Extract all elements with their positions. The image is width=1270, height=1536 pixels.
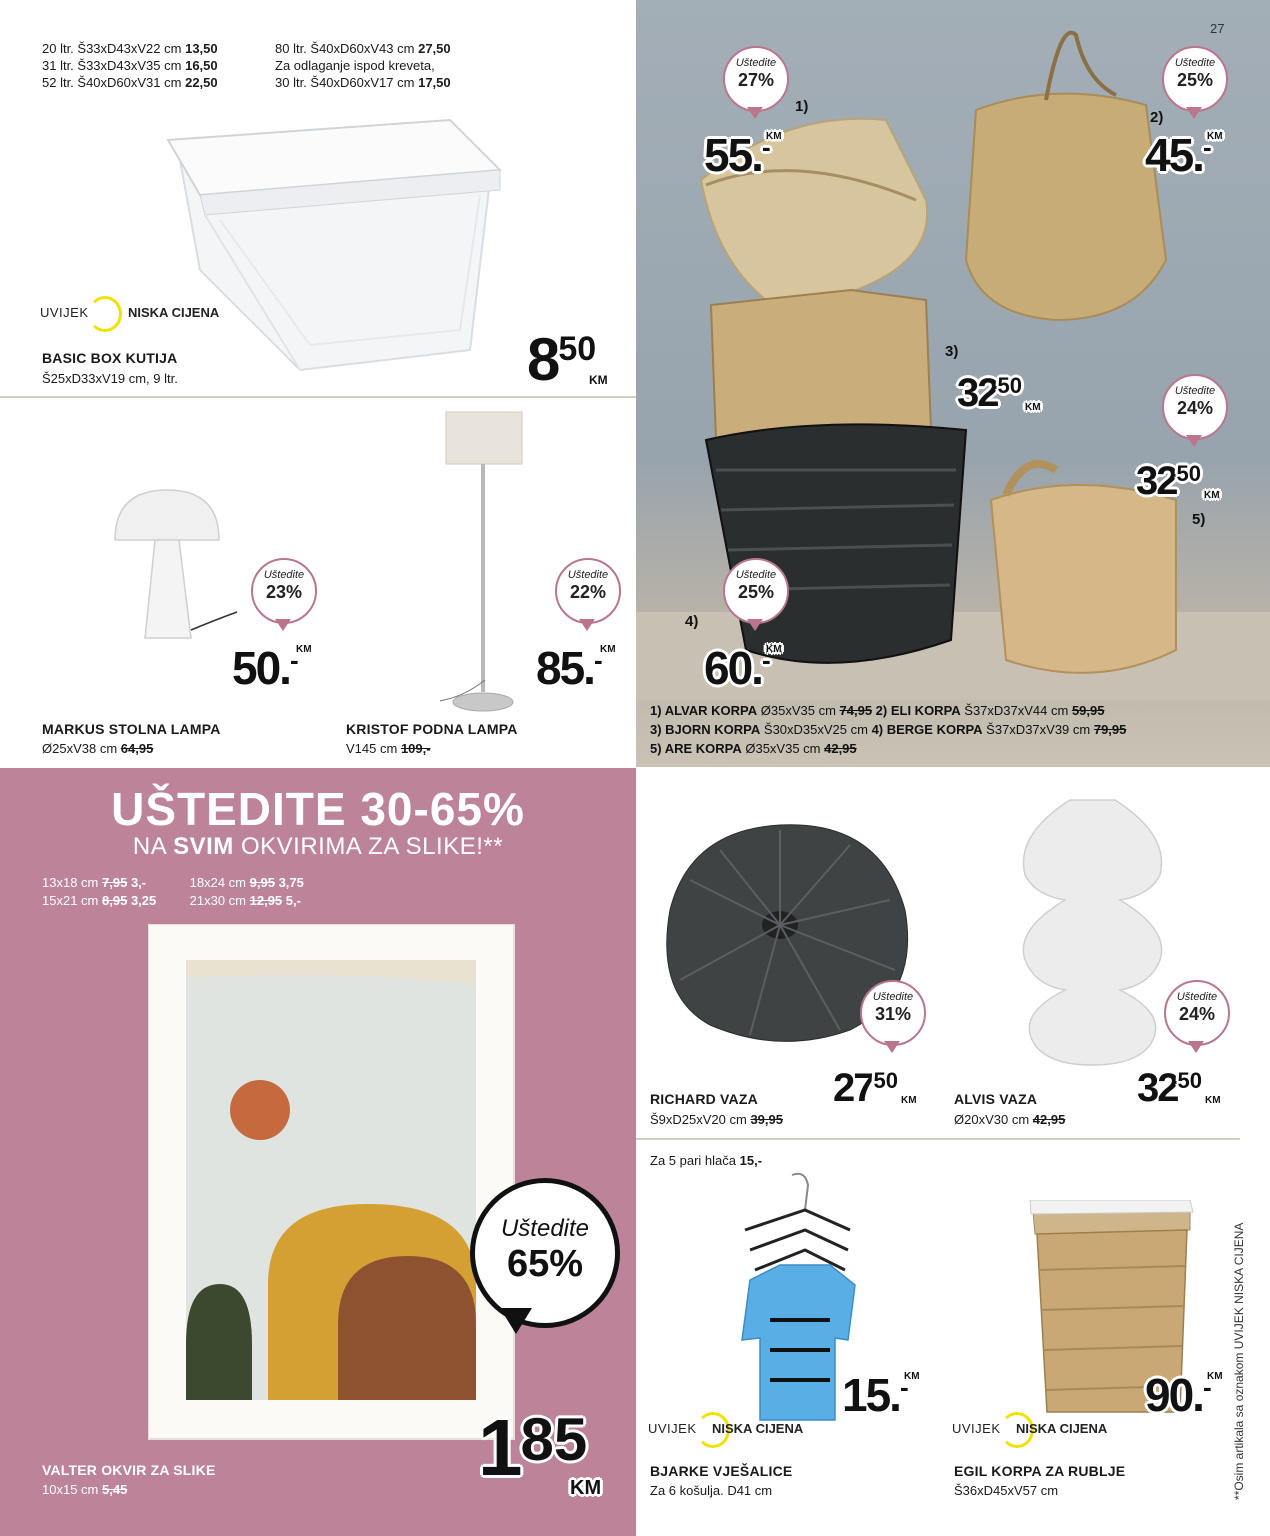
side-note: **Osim artikala sa oznakom UVIJEK NISKA CIJENA (1232, 1222, 1246, 1500)
caption-line: 3) BJORN KORPA Š30xD35xV25 cm 4) BERGE KORPA Š37xD37xV39 cm 79,95 (650, 722, 1127, 737)
discount-badge: Uštedite 27% (723, 46, 789, 112)
discount-badge: Uštedite 22% (555, 558, 621, 624)
basket-number: 3) (945, 343, 959, 360)
divider (636, 1138, 1240, 1140)
headline: UŠTEDITE 30-65% (111, 783, 525, 835)
size-line: 31 ltr. Š33xD43xV35 cm 16,50 (42, 58, 218, 73)
product-desc: Ø25xV38 cm 64,95 (42, 741, 154, 756)
picture-frame-image (148, 924, 518, 1444)
old-price: 109,- (400, 741, 431, 756)
always-low-price-logo: UVIJEK NISKA CIJENA (952, 1412, 1152, 1444)
discount-badge: Uštedite 24% (1164, 980, 1230, 1046)
divider (0, 396, 636, 398)
logo-ring-icon (88, 296, 122, 332)
product-title: VALTER OKVIR ZA SLIKE (42, 1462, 216, 1478)
price: 55.- KM (704, 129, 782, 181)
discount-badge: Uštedite 23% (251, 558, 317, 624)
product-title: KRISTOF PODNA LAMPA (346, 721, 518, 737)
baskets-caption (650, 701, 1265, 758)
product-title: RICHARD VAZA (650, 1091, 758, 1107)
always-low-price-logo: UVIJEK NISKA CIJENA (40, 296, 240, 328)
box-sizes-right (275, 40, 505, 91)
page-number: 27 (1210, 21, 1225, 36)
price: 3250 KM (957, 371, 1041, 415)
product-desc: Ø20xV30 cm 42,95 (954, 1112, 1066, 1127)
product-title: BASIC BOX KUTIJA (42, 350, 178, 366)
vase-white-image (1010, 795, 1175, 1070)
price: 90.- KM (1145, 1369, 1223, 1421)
product-title: BJARKE VJEŠALICE (650, 1463, 793, 1479)
subheadline: NA SVIM OKVIRIMA ZA SLIKE!** (132, 833, 504, 860)
product-desc: Za 6 košulja. D41 cm (650, 1483, 773, 1498)
frames-section (0, 768, 636, 1536)
product-desc: Š9xD25xV20 cm 39,95 (650, 1112, 783, 1127)
discount-badge: Uštedite 24% (1162, 374, 1228, 440)
product-desc: V145 cm 109,- (346, 741, 431, 756)
discount-badge: Uštedite 25% (723, 558, 789, 624)
price: 50.- KM (232, 642, 312, 694)
price: 3250 KM (1136, 459, 1220, 503)
old-price: 64,95 (120, 741, 154, 756)
size-line: 20 ltr. Š33xD43xV22 cm 13,50 (42, 41, 218, 56)
size-line: Za odlaganje ispod kreveta, (275, 58, 435, 73)
discount-badge: Uštedite 25% (1162, 46, 1228, 112)
floor-lamp-image (440, 410, 540, 720)
badge-tail (500, 1308, 532, 1334)
product-desc: 10x15 cm 5,45 (42, 1482, 128, 1497)
product-title: ALVIS VAZA (954, 1091, 1038, 1107)
always-low-price-logo: UVIJEK NISKA CIJENA (648, 1412, 848, 1444)
price: 15.- KM (842, 1369, 920, 1421)
size-row: 15x21 cm 8,95 3,25 21x30 cm 12,95 5,- (42, 893, 301, 908)
size-line: 80 ltr. Š40xD60xV43 cm 27,50 (275, 41, 451, 56)
product-title: MARKUS STOLNA LAMPA (42, 721, 221, 737)
hanger-note: Za 5 pari hlača 15,- (650, 1153, 763, 1168)
discount-badge: Uštedite 31% (860, 980, 926, 1046)
storage-box-image (160, 100, 510, 375)
price: 2750 KM (833, 1066, 917, 1110)
price: 850 KM (527, 326, 608, 393)
price: 45.- KM (1145, 129, 1223, 181)
caption-line: 1) ALVAR KORPA Ø35xV35 cm 74,95 2) ELI KORPA Š37xD37xV44 cm 59,95 (650, 703, 1105, 718)
price: 85.- KM (536, 642, 616, 694)
basket-number: 5) (1192, 511, 1206, 528)
product-desc: Š25xD33xV19 cm, 9 ltr. (42, 371, 178, 386)
product-desc: Š36xD45xV57 cm (954, 1483, 1059, 1498)
discount-badge-large: Uštedite 65% (470, 1178, 620, 1328)
price: 3250 KM (1137, 1066, 1221, 1110)
size-line: 52 ltr. Š40xD60xV31 cm 22,50 (42, 75, 218, 90)
price: 60.- KM (704, 642, 782, 694)
box-sizes-left (42, 40, 272, 91)
basket-number: 2) (1150, 109, 1164, 126)
product-title: EGIL KORPA ZA RUBLJE (954, 1463, 1126, 1479)
size-line: 30 ltr. Š40xD60xV17 cm 17,50 (275, 75, 451, 90)
table-lamp-image (105, 480, 245, 645)
basket-number: 1) (795, 98, 809, 115)
frame-sizes (42, 874, 462, 910)
hanger-shirt-image (730, 1170, 860, 1430)
caption-line: 5) ARE KORPA Ø35xV35 cm 42,95 (650, 741, 857, 756)
price: 185 KM (478, 1403, 602, 1499)
basket-number: 4) (685, 613, 699, 630)
size-row: 13x18 cm 7,95 3,- 18x24 cm 9,95 3,75 (42, 875, 304, 890)
